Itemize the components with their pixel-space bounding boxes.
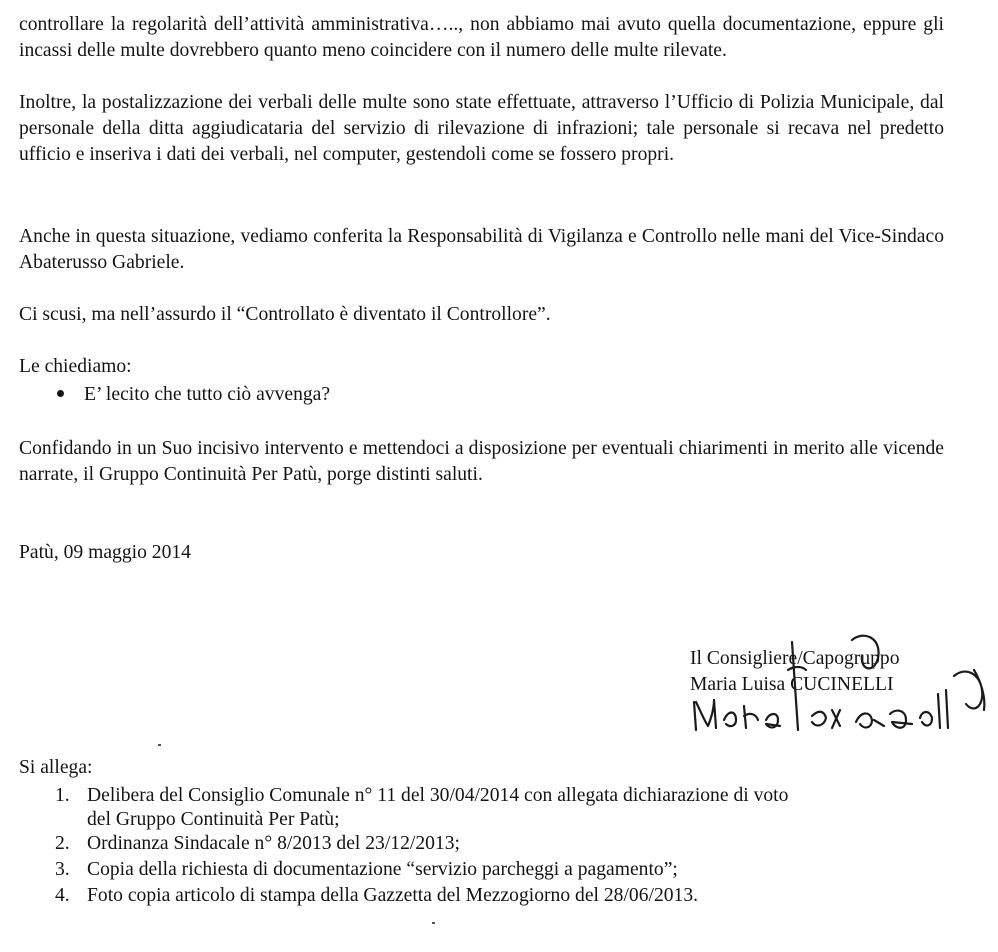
bullet-text: E’ lecito che tutto ciò avvenga? [84,384,331,405]
paragraph-regularity: controllare la regolarità dell’attività amministrativa….., non abbiamo mai avuto quella documentazione, eppure gli incassi delle multe dovrebbero quanto meno coincidere con il numero delle multe rilevate. [19,14,944,61]
paragraph-request-intro: Le chiediamo: [19,356,132,377]
attachments-heading: Si allega: [19,757,93,778]
attachment-item-1: 1. Delibera del Consiglio Comunale n° 11 del 30/04/2014 con allegata dichiarazione di voto del Gruppo Continuità Per Patù; [55,785,789,830]
attachment-item-2: 2. Ordinanza Sindacale n° 8/2013 del 23/12/2013; [55,833,460,854]
paragraph-postalization: Inoltre, la postalizzazione dei verbali delle multe sono state effettuate, attraverso l’Ufficio di Polizia Municipale, dal personale della ditta aggiudicataria del servizio di rilevazione di infrazioni; tale personale si recava nel predetto ufficio e inseriva i dati dei verbali, nel computer, gestendoli come se fossero propri. [19,92,944,165]
handwritten-signature [684,630,994,740]
document-date: Patù, 09 maggio 2014 [19,542,191,563]
bullet-item [57,382,330,408]
scan-speck [432,922,435,924]
scan-speck [158,744,161,746]
paragraph-controller: Ci scusi, ma nell’assurdo il “Controllato è diventato il Controllore”. [19,304,551,325]
paragraph-responsibility: Anche in questa situazione, vediamo conferita la Responsabilità di Vigilanza e Controllo nelle mani del Vice-Sindaco Abaterusso Gabriele. [19,226,944,273]
signatory-name: Maria Luisa CUCINELLI [690,674,894,695]
paragraph-closing: Confidando in un Suo incisivo intervento e mettendoci a disposizione per eventuali chiarimenti in merito alle vicende narrate, il Gruppo Continuità Per Patù, porge distinti saluti. [19,438,944,485]
signatory-role: Il Consigliere/Capogruppo [690,648,900,669]
bullet-icon [57,390,64,397]
attachment-item-4: 4. Foto copia articolo di stampa della Gazzetta del Mezzogiorno del 28/06/2013. [55,885,699,906]
attachment-item-3: 3. Copia della richiesta di documentazione “servizio parcheggi a pagamento”; [55,859,678,880]
